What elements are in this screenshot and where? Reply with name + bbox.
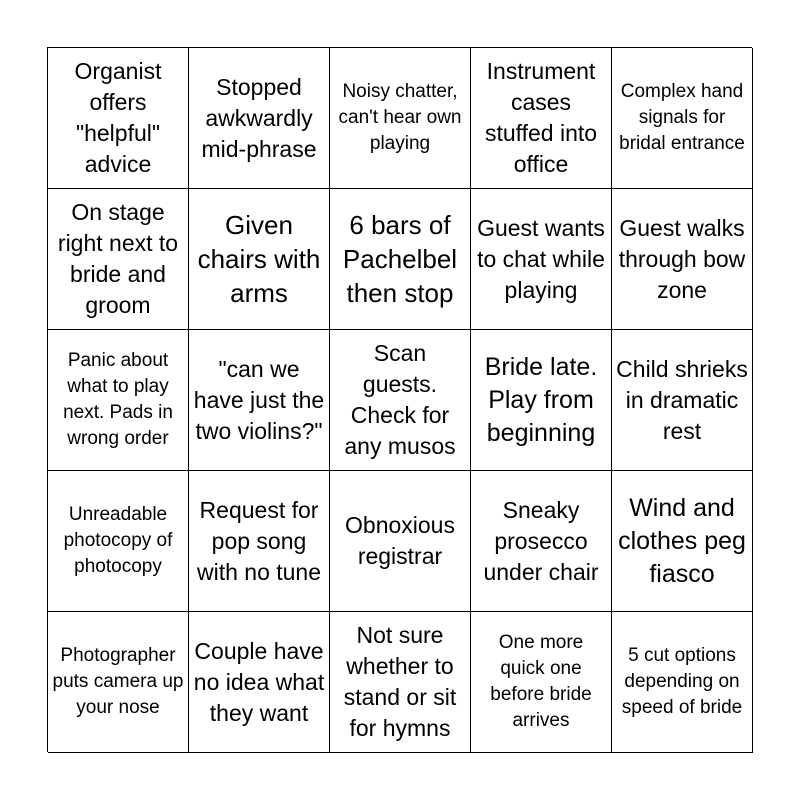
cell-text: Wind and clothes peg fiasco bbox=[618, 493, 746, 588]
cell-text: Instrument cases stuffed into office bbox=[484, 58, 598, 177]
bingo-cell[interactable] bbox=[471, 48, 612, 189]
bingo-cell[interactable] bbox=[330, 48, 471, 189]
bingo-cell[interactable] bbox=[471, 189, 612, 330]
cell-text: "can we have just the two violins?" bbox=[193, 355, 325, 444]
bingo-cell[interactable] bbox=[189, 48, 330, 189]
bingo-cell[interactable] bbox=[189, 189, 330, 330]
cell-text: Organist offers "helpful" advice bbox=[74, 58, 162, 177]
cell-text: On stage right next to bride and groom bbox=[57, 199, 179, 318]
bingo-cell[interactable] bbox=[48, 189, 189, 330]
bingo-cell[interactable] bbox=[612, 612, 753, 753]
bingo-cell[interactable] bbox=[471, 471, 612, 612]
bingo-board bbox=[47, 47, 752, 752]
bingo-cell[interactable] bbox=[330, 189, 471, 330]
cell-text: Photographer puts camera up your nose bbox=[52, 645, 184, 718]
cell-text: 6 bars of Pachelbel then stop bbox=[342, 210, 458, 308]
cell-text: Obnoxious registrar bbox=[345, 512, 455, 569]
bingo-cell[interactable] bbox=[612, 471, 753, 612]
cell-text: Given chairs with arms bbox=[197, 210, 321, 308]
cell-text: Guest wants to chat while playing bbox=[477, 214, 605, 303]
cell-text: Stopped awkwardly mid-phrase bbox=[201, 73, 317, 162]
cell-text: Noisy chatter, can't hear own playing bbox=[338, 81, 462, 154]
cell-text: Sneaky prosecco under chair bbox=[483, 496, 599, 585]
cell-text: 5 cut options depending on speed of bride bbox=[621, 645, 743, 718]
bingo-cell[interactable] bbox=[471, 330, 612, 471]
bingo-cell[interactable] bbox=[330, 330, 471, 471]
bingo-cell[interactable] bbox=[48, 330, 189, 471]
cell-text: Guest walks through bow zone bbox=[618, 214, 746, 303]
bingo-cell[interactable] bbox=[189, 330, 330, 471]
bingo-cell[interactable] bbox=[189, 612, 330, 753]
cell-text: Complex hand signals for bridal entrance bbox=[619, 81, 745, 154]
bingo-cell[interactable] bbox=[612, 330, 753, 471]
cell-text: Panic about what to play next. Pads in wrong order bbox=[63, 350, 173, 449]
cell-text: Scan guests. Check for any musos bbox=[344, 340, 456, 459]
bingo-cell[interactable] bbox=[612, 189, 753, 330]
cell-text: Unreadable photocopy of photocopy bbox=[63, 504, 173, 577]
bingo-cell[interactable] bbox=[471, 612, 612, 753]
bingo-cell[interactable] bbox=[330, 612, 471, 753]
bingo-cell[interactable] bbox=[612, 48, 753, 189]
bingo-cell[interactable] bbox=[189, 471, 330, 612]
cell-text: Child shrieks in dramatic rest bbox=[616, 355, 748, 444]
cell-text: Not sure whether to stand or sit for hymns bbox=[343, 622, 457, 741]
bingo-cell[interactable] bbox=[330, 471, 471, 612]
cell-text: Bride late. Play from beginning bbox=[484, 352, 598, 447]
cell-text: One more quick one before bride arrives bbox=[490, 632, 592, 731]
cell-text: Couple have no idea what they want bbox=[193, 637, 325, 726]
bingo-cell[interactable] bbox=[48, 612, 189, 753]
bingo-cell[interactable] bbox=[48, 48, 189, 189]
cell-text: Request for pop song with no tune bbox=[196, 496, 322, 585]
bingo-cell[interactable] bbox=[48, 471, 189, 612]
